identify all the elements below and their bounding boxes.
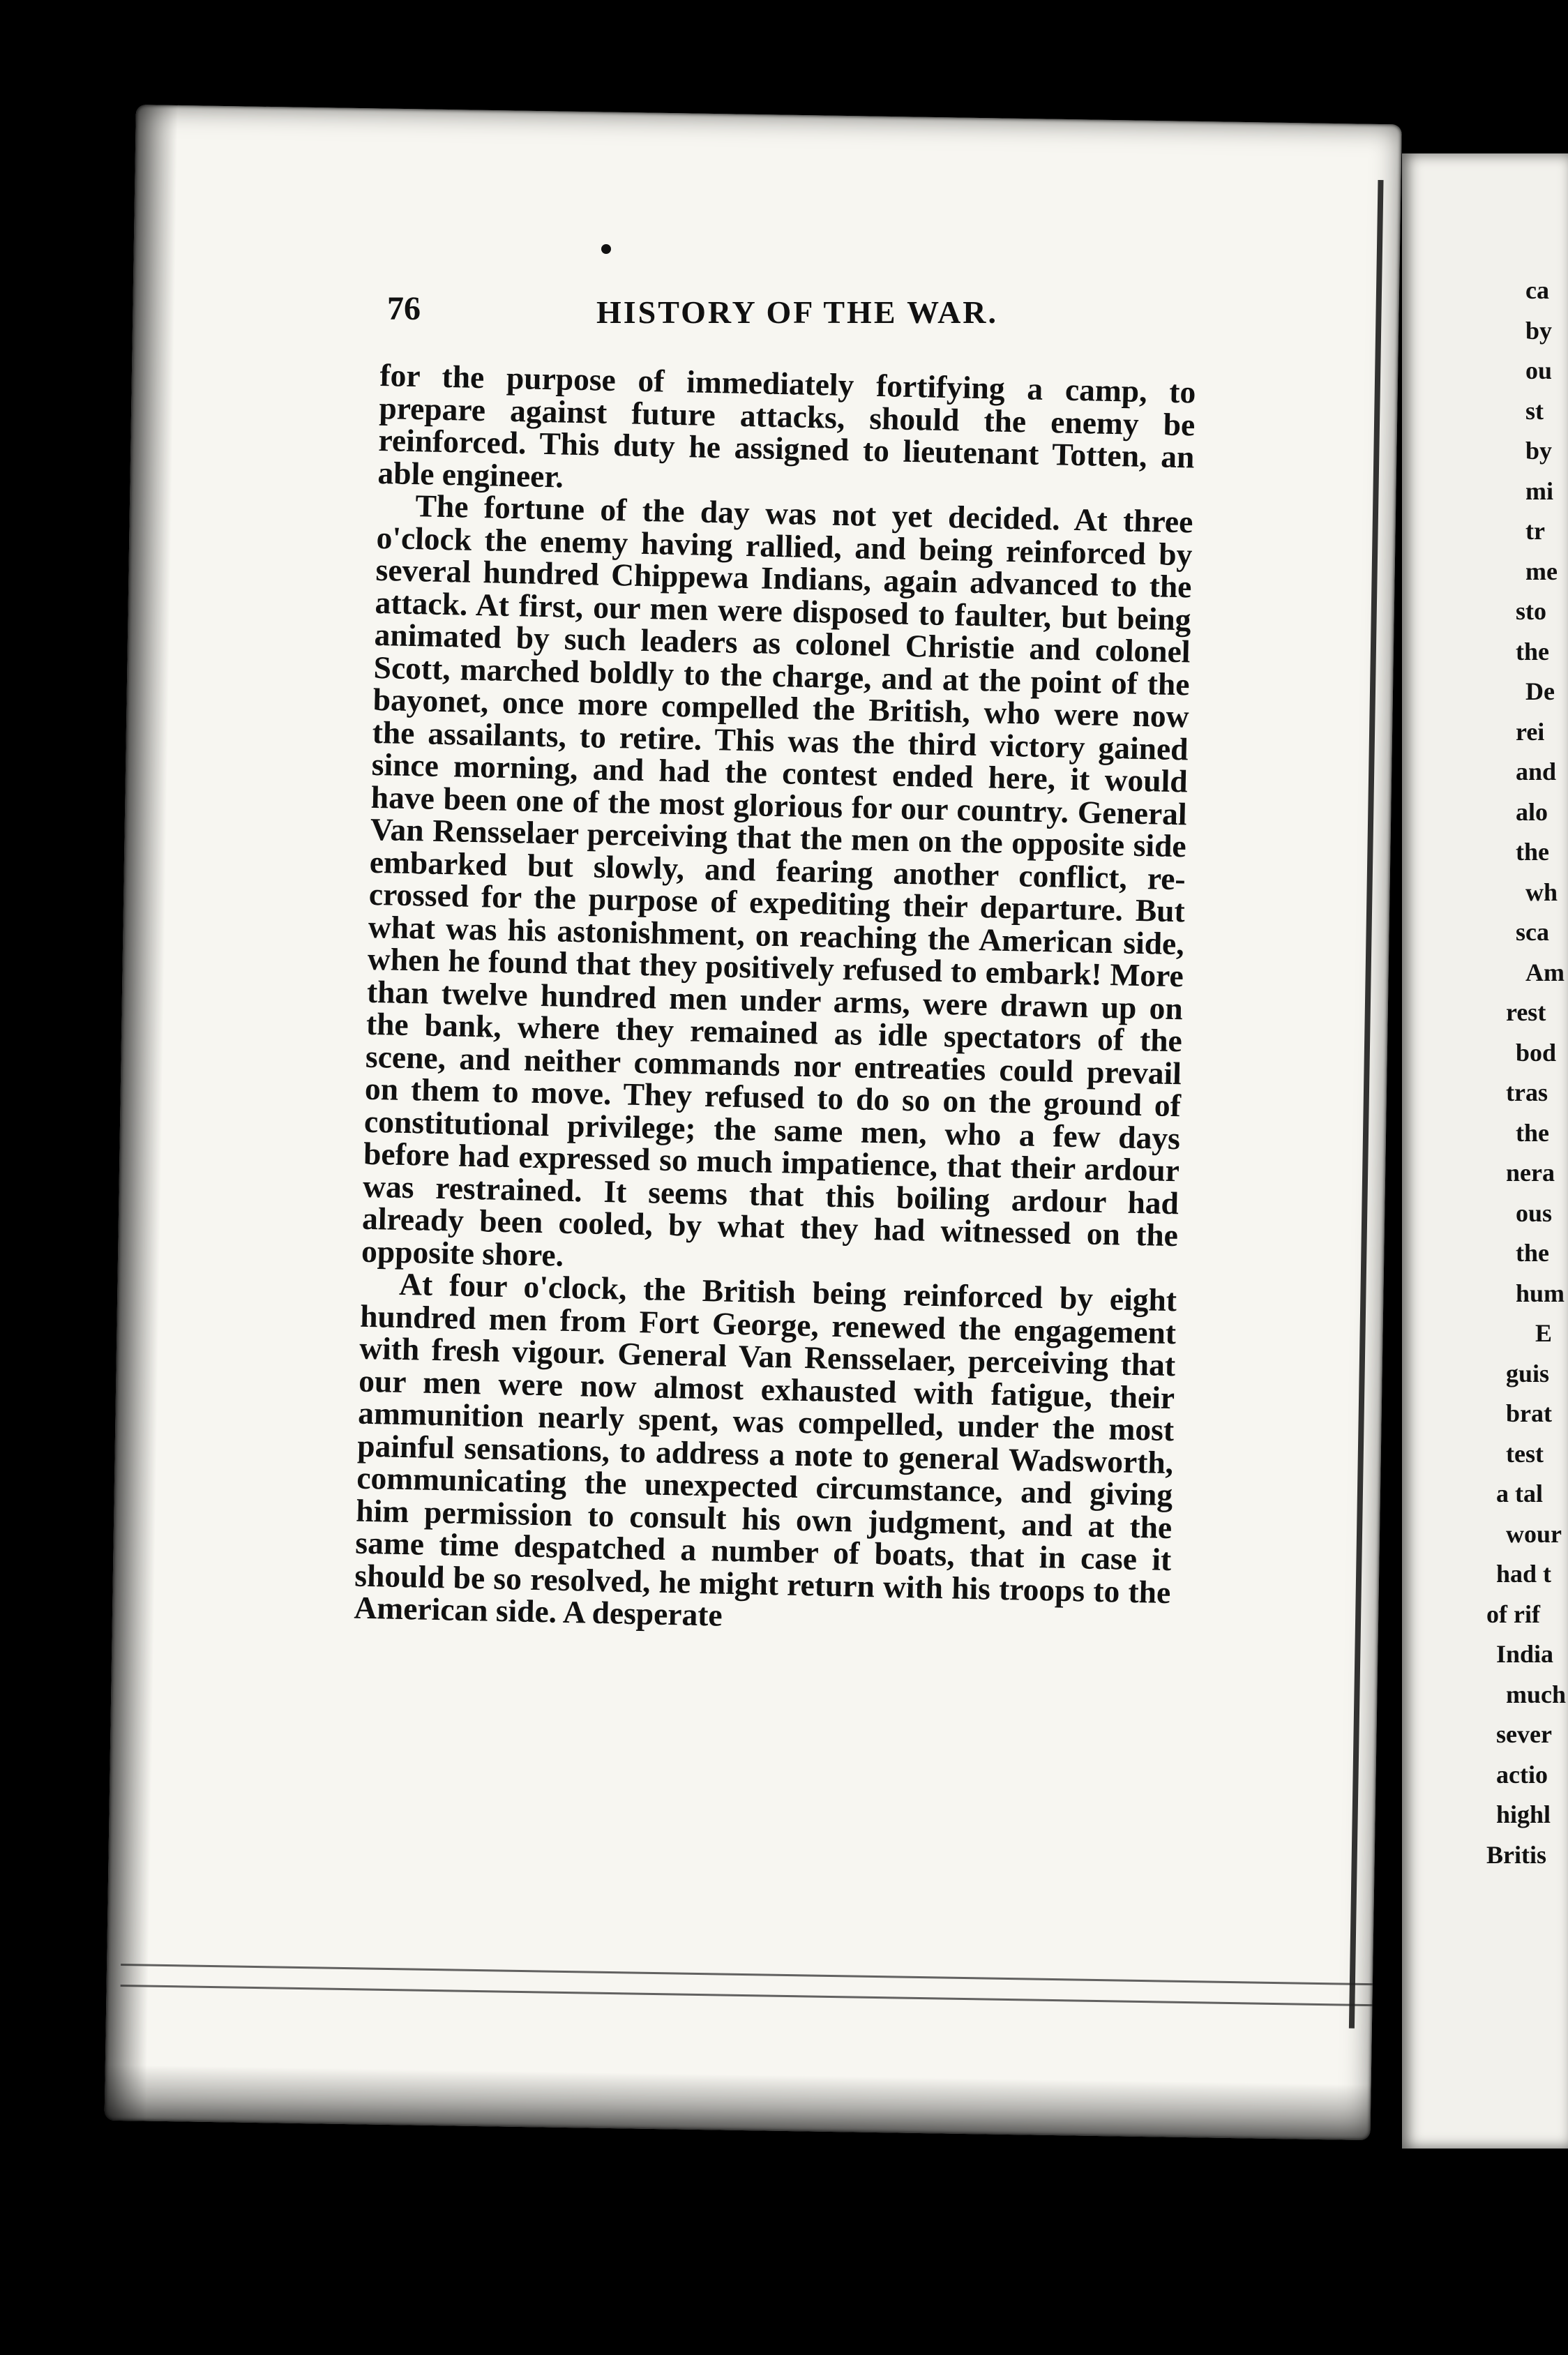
page-header: [387, 289, 1161, 338]
paragraph: At four o'clock, the British being reinforced by eight hundred men from Fort George, renewed the engagement with fresh vigour. General Van Rensselaer, perceiving that our men were now almost exhausted with fatigue, their ammunition nearly spent, was compelled, under the most painful sensations, to address a note to general Wadsworth, communicating the unexpected circumstance, and giving him permission to consult his own judgment, and at the same time despatched a number of boats, that in case it should be so resolved, he might return with his troops to the American side. A desperate: [353, 1265, 1177, 1633]
facing-page-fragment: sever: [1496, 1720, 1552, 1748]
paragraph: The fortune of the day was not yet decided. At three o'clock the enemy having rallied, and being reinforced by several hundred Chippewa Indians, again advanced to the attack. At first, our men were disposed to faulter, but being animated by such leaders as colonel Christie and colonel Scott, marched boldly to the charge, and at the point of the bayonet, once more compelled the British, who were now the assailants, to retire. This was the third victory gained since morning, and had the contest ended here, it would have been one of the most glorious for our country. General Van Rensselaer perceiving that the men on the opposite side embarked but slowly, and fearing another conflict, re-crossed for the purpose of expediting their departure. But what was his astonishment, on reaching the American side, when he found that they positively refused to embark! More than twelve hundred men under arms, were drawn up on the bank, where they remained as idle spectators of the scene, and neither commands nor entreaties could prevail on them to move. They refused to do so on the ground of constitutional privilege; the same men, who a few days before had expressed so much impatience, that their ardour was restrained. It seems that this boiling ardour had already been cooled, by what they had witnessed on the opposite shore.: [361, 488, 1193, 1273]
facing-page-fragment: much: [1506, 1680, 1567, 1708]
facing-page-fragment: alo: [1516, 797, 1548, 826]
paragraph: for the purpose of immediately fortifying a camp, to prepare against future attacks, should the enemy be reinforced. This duty he assigned to lieutenant Totten, an able engineer.: [377, 357, 1196, 495]
facing-page-fragment: brat: [1506, 1399, 1552, 1427]
page-edge-line: [121, 1985, 1373, 2006]
facing-page-fragment: rest: [1506, 998, 1546, 1026]
facing-page-fragment: sto: [1516, 597, 1546, 625]
facing-page-fragment: mi: [1525, 476, 1553, 505]
facing-page-fragment: ou: [1525, 356, 1553, 384]
facing-page-fragment: India: [1496, 1640, 1554, 1668]
facing-page-fragment: test: [1506, 1439, 1544, 1468]
facing-page-fragment: tras: [1506, 1078, 1548, 1106]
facing-page-fragment: and: [1516, 758, 1557, 785]
facing-page-fragment: wh: [1525, 878, 1558, 906]
facing-page-fragment: wour: [1506, 1519, 1562, 1548]
facing-page-fragment: nera: [1506, 1159, 1555, 1187]
facing-page-fragment: actio: [1496, 1760, 1548, 1789]
facing-page-fragment: Britis: [1486, 1840, 1546, 1869]
facing-page-fragment: ca: [1525, 276, 1549, 304]
page-number: 76: [387, 290, 421, 327]
facing-page-fragment: me: [1525, 557, 1558, 585]
facing-page-fragment: st: [1525, 396, 1544, 425]
facing-page: [1402, 153, 1568, 2149]
facing-page-fragment: tr: [1525, 517, 1545, 545]
facing-page-fragment: the: [1516, 1239, 1549, 1267]
facing-page-fragment: a tal: [1496, 1480, 1543, 1507]
ink-dot: [601, 244, 611, 254]
facing-page-fragment: sca: [1516, 918, 1549, 946]
facing-page-fragment: guis: [1506, 1359, 1550, 1387]
facing-page-fragment: the: [1516, 637, 1549, 665]
facing-page-fragment: by: [1525, 437, 1553, 465]
facing-page-fragment: bod: [1516, 1038, 1557, 1067]
page-edge-line: [121, 1964, 1373, 1985]
facing-page-fragment: the: [1516, 838, 1549, 866]
facing-page-fragment: of rif: [1486, 1600, 1540, 1628]
facing-page-fragment: hum: [1516, 1279, 1565, 1307]
body-text: [354, 359, 1196, 1641]
facing-page-fragment: E: [1535, 1319, 1553, 1347]
facing-page-fragment: highl: [1496, 1800, 1551, 1828]
facing-page-fragment: rei: [1516, 717, 1545, 746]
facing-page-fragment: by: [1525, 316, 1553, 345]
running-title: HISTORY OF THE WAR.: [596, 294, 999, 330]
facing-page-fragment: ous: [1516, 1198, 1553, 1227]
facing-page-fragment: the: [1516, 1118, 1549, 1147]
facing-page-fragment: De: [1525, 677, 1555, 705]
facing-page-fragment: had t: [1496, 1560, 1552, 1588]
facing-page-fragment: Am: [1525, 958, 1565, 986]
